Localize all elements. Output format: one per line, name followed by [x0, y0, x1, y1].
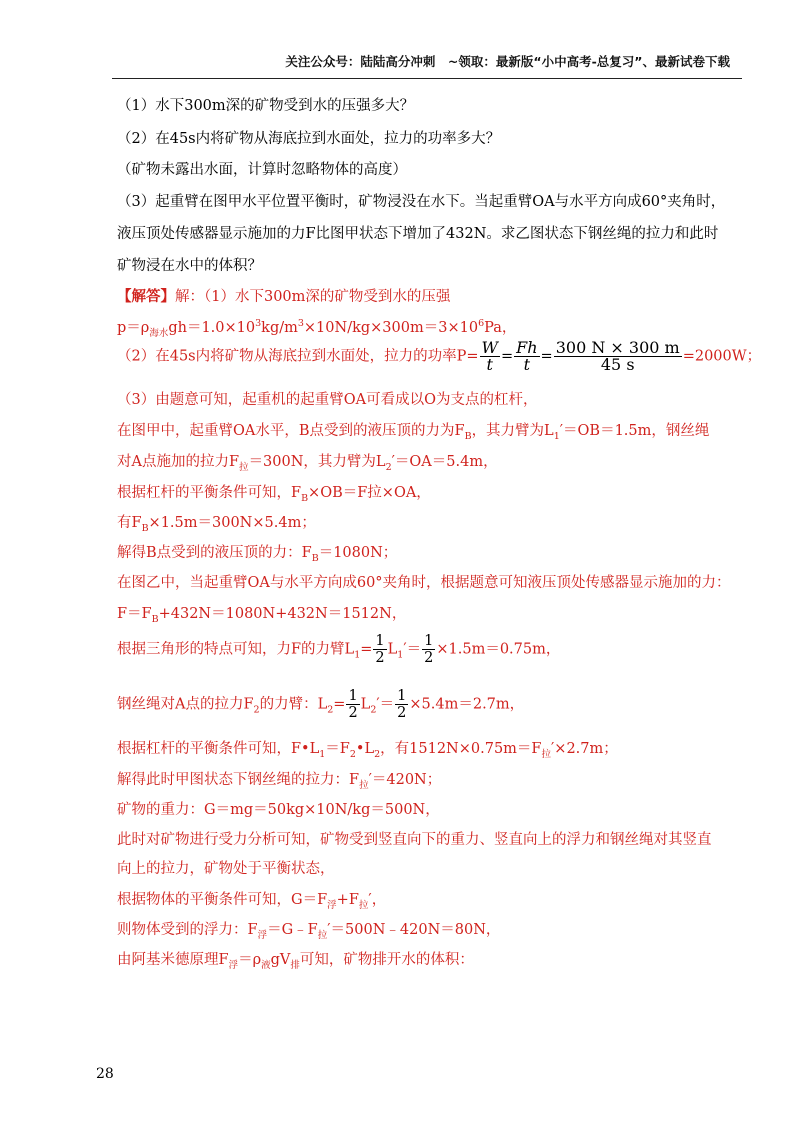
header-divider	[112, 78, 742, 79]
fraction-w-over-t: $\frac{W}{t}$	[481, 338, 498, 374]
solution-fig-b: 在图乙中，当起重臂OA与水平方向成60°夹角时，根据题意可知液压顶处传感器显示施加的力：	[117, 575, 731, 591]
solution-l2-arm: 钢丝绳对A点的拉力$F_2$的力臂：$L_2=$ $\frac{1}{2}$ $L_2'=$ $\frac{1}{2}$ ×5.4m＝2.7m，	[117, 688, 525, 721]
solution-gravity: 矿物的重力：G＝mg＝50kg×10N/kg＝500N，	[117, 802, 440, 818]
lever-balance-1: 根据杠杆的平衡条件可知，$F_B\times OB=F$拉×OA，	[117, 485, 431, 504]
answer-intro: 【解答】解：（1）水下300m深的矿物受到水的压强	[117, 288, 451, 305]
fraction-half: $\frac{1}{2}$	[397, 688, 407, 721]
question-3-line-2: 液压顶处传感器显示施加的力F比图甲状态下增加了432N。求乙图状态下钢丝绳的拉力和此时	[117, 226, 719, 242]
solution-pull-result: 解得此时甲图状态下钢丝绳的拉力：$F_拉'=420N$；	[117, 772, 442, 791]
question-1: （1）水下300m深的矿物受到水的压强多大？	[117, 98, 415, 114]
fraction-numeric-power: $\frac{300 N \times 300 m}{45 s}$	[555, 338, 680, 374]
buoyancy-result: 则物体受到的浮力：$F_浮=G﹣F_拉'=500N﹣420N=80N$，	[117, 922, 501, 941]
lever-balance-2: 根据杠杆的平衡条件可知，$F•L_1=F_2•L_2$，有$1512N\times 0.75m=F_拉'\times 2.7m$；	[117, 741, 618, 760]
fraction-half: $\frac{1}{2}$	[348, 688, 358, 721]
question-2: （2）在45s内将矿物从海底拉到水面处，拉力的功率多大？	[117, 131, 501, 147]
page-number: 28	[96, 1066, 114, 1082]
solution-step-3: （3）由题意可知，起重机的起重臂OA可看成以O为支点的杠杆，	[117, 392, 538, 408]
page-header: 关注公众号：陆陆高分冲刺 ~领取：最新版“小中高考-总复习”、最新试卷下载	[285, 54, 730, 69]
answer-tag: 【解答】	[117, 288, 175, 305]
fraction-fh-over-t: $\frac{Fh}{t}$	[516, 338, 538, 374]
equilibrium-condition: 根据物体的平衡条件可知，$G=F_浮+F_拉'$，	[117, 892, 387, 911]
fraction-half: $\frac{1}{2}$	[375, 633, 385, 666]
question-3-line-1: （3）起重臂在图甲水平位置平衡时，矿物浸没在水下。当起重臂OA与水平方向成60°夹角时，	[117, 194, 726, 210]
force-analysis-line-2: 向上的拉力，矿物处于平衡状态，	[117, 861, 335, 877]
solution-l1-arm: 根据三角形的特点可知，力F的力臂$L_1=$ $\frac{1}{2}$ $L_1'=$ $\frac{1}{2}$ ×1.5m＝0.75m，	[117, 633, 561, 666]
archimedes-principle: 由阿基米德原理$F_浮=\rho_液gV_排$可知，矿物排开水的体积：	[117, 952, 474, 971]
pressure-formula: $p=\rho_{海水}gh=1.0\times 10^3kg/m^3\times 10N/kg\times 300m=3\times 10^6Pa$，	[117, 318, 517, 339]
fraction-half: $\frac{1}{2}$	[424, 633, 434, 666]
solution-fig-a-pull: 对A点施加的拉力$F_拉=300N$，其力臂为$L_2'=OA=5.4m$，	[117, 454, 498, 473]
force-analysis-line-1: 此时对矿物进行受力分析可知，矿物受到竖直向下的重力、竖直向上的浮力和钢丝绳对其竖直	[117, 832, 712, 848]
power-formula: （2）在45s内将矿物从海底拉到水面处，拉力的功率P= $\frac{W}{t}$ = $\frac{Fh}{t}$ = $\frac{300 N \times 300 m}{45 s}$ =2000W；	[117, 338, 762, 374]
solution-f-total: $F=F_B+432N=1080N+432N=1512N$，	[117, 606, 407, 625]
lever-substitution: 有$F_B\times 1.5m=300N\times 5.4m$；	[117, 515, 316, 534]
question-3-line-3: 矿物浸在水中的体积？	[117, 258, 262, 274]
question-2-note: （矿物未露出水面，计算时忽略物体的高度）	[117, 162, 407, 178]
solution-fig-a-force: 在图甲中，起重臂OA水平，B点受到的液压顶的力为$F_B$，其力臂为$L_1'=OB=1.5m$，钢丝绳	[117, 423, 710, 442]
solution-fb-result: 解得B点受到的液压顶的力：$F_B=1080N$；	[117, 545, 398, 564]
